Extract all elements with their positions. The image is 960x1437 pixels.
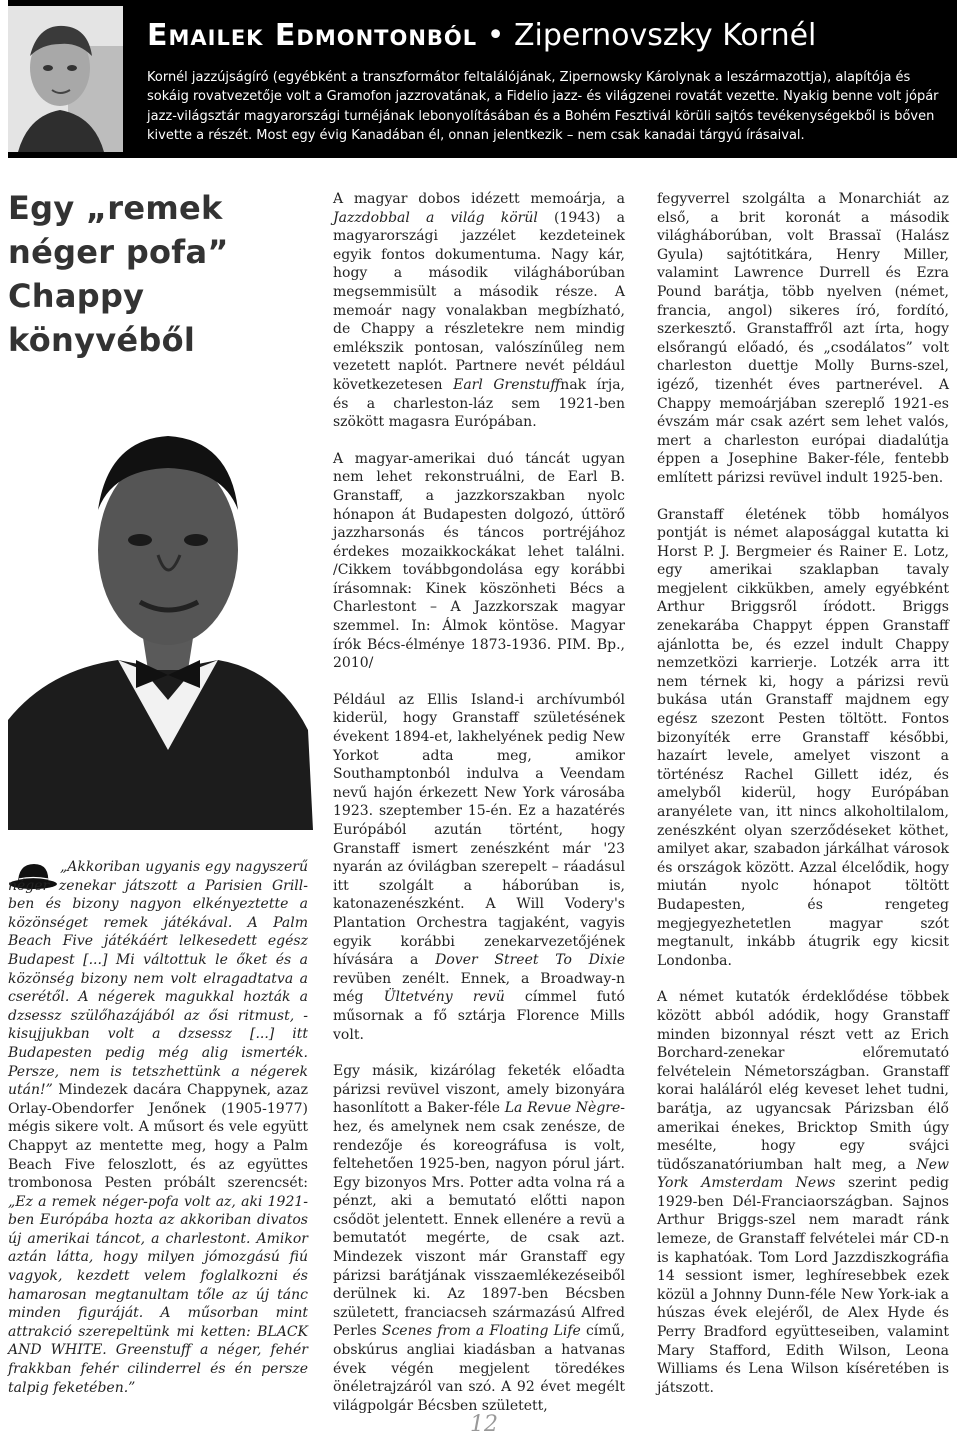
paragraph: Például az Ellis Island-i archívumból kiderül, hogy Granstaff születésének évekent 1894-et, lakhelyének pedig New Yorkot adta meg, amikor Southamptonból indulva a Veendam nevű hajón érkezett New York városába 1923. szeptember 15-én. Ez a hazatérés Európából azután történt, hogy Granstaff ismert zenészként már '23 nyarán az óvilágban szerepelt – ráadásul itt szolgált a háborúban is, katonazenészként. A Will Vodery's Plantation Orchestra tagjaként, vagyis egyik korábbi zenekarvezetőjének hívására a Dover Street To Dixie revüben zenélt. Ennek, a Broadway-n még Ültetvény revü címmel futó műsornak a fő sztárja Florence Mills volt.	[333, 691, 625, 1043]
show-title: La Revue Nègre	[504, 1100, 621, 1117]
author-intro: Kornél jazzújságíró (egyébként a transzformátor feltalálójának, Zipernowsky Károlynak a leszármazottja), alapítója és sokáig rovatvezetője volt a Gramofon jazzrovatának, a Fidelio jazz- és világzenei rovatát vezette. Nyakig benne volt jópár jazz-világsztár magyarországi turnéjának lebonyolításában és a Bohém Fesztivál körüli sajtós tevékenységekből is bőven kivette a részét. Most egy évig Kanadában él, onnan jelentkezik – nem csak kanadai tárgyú írásaival.	[147, 70, 939, 144]
book-title: Jazzdobbal a világ körül	[333, 209, 538, 226]
chappy-quote	[8, 858, 308, 1397]
paragraph: A magyar-amerikai duó táncát ugyan nem lehet rekonstruálni, de Earl B. Granstaff, a jazzkorszakban nyolc hónapon át Budapesten dolgozó, úttörő jazzharsonás és táncos portréjához érdekes mozaikkockákat lehet találni. /Cikkem továbbgondolása egy korábbi írásomnak: Kinek köszönheti Bécs a Charlestont – A Jazzkorszak magyar szemmel. In: Álmok köntöse. Magyar írók Bécs-élménye 1873-1936. PIM. Bp., 2010/	[333, 450, 625, 672]
page-number: 12	[470, 1412, 498, 1437]
quote-text-1: „Akkoriban ugyanis egy nagyszerű néger zenekar játszott a Parisien Grill-ben és bizony nagyon elkényeztette a közönséget remek játékával. A Palm Beach Five játékáért lelkesedett egész Budapest [...] Mi váltottuk le őket és a közönség bizony nem volt elragadtatva a cserétől. A négerek magukkal hozták a dzsessz szülőhazájából az ősi ritmust, - kisujjukban volt a dzsessz [...] itt Budapesten pedig még alig ismerték. Persze, nem is tetszhettünk a négerek után!”	[8, 859, 308, 1099]
article-title: Egy „remek néger pofa” Chappy könyvéből	[8, 189, 229, 359]
title-separator: •	[477, 18, 514, 53]
author-name: Zipernovszky Kornél	[513, 18, 817, 53]
newspaper-title: New York Amsterdam News	[657, 1156, 949, 1192]
portrait-photo	[8, 370, 313, 830]
article-column-2	[657, 190, 949, 1415]
person-name: Earl Grenstuff	[453, 376, 561, 393]
paragraph: A német kutatók érdeklődése többek között abból adódik, hogy Granstaff minden bizonnyal részt vett az Erich Borchard-zenekar előremutató felvételein Németországban. Granstaff korai haláláról elég keveset lehet tudni, barátja, az ugyancsak Párizsban élő amerikai énekes, Bricktop Smith úgy mesélte, hogy egy svájci tüdőszanatóriumban halt meg, a New York Amsterdam News szerint pedig 1929-ben Dél-Franciaországban. Sajnos Arthur Briggs-szel nem maradt ránk lemeze, de Granstaff felvételei már CD-n is kaphatóak. Tom Lord Jazzdiszkográfia 14 sessiont ismer, leghíresebbek ezek közül a Johnny Dunn-féle New York-iak a húszas évek elejéről, de Alex Hyde és Perry Bradford együtteseiben, valamint Mary Stafford, Edith Wilson, Leona Williams és Lena Wilson kíséretében is játszott.	[657, 989, 949, 1396]
quote-text-3: „Ez a remek néger-pofa volt az, aki 1921-ben Európába hozta az akkoriban divatos új amerikai táncot, a charlestont. Amikor aztán látta, hogy milyen jómozgású fiú vagyok, kezdett velem foglalkozni és hamarosan megtanultam tőle az új tánc minden figuráját. A műsorban mint attrakció szerepeltünk mi ketten: BLACK AND WHITE. Greenstuff a néger, fehér frakkban fehér cilinderrel és én persze talpig feketében.”	[8, 1193, 308, 1396]
show-title: Ültetvény revü	[383, 989, 505, 1006]
column-title	[147, 18, 937, 53]
paragraph: Egy másik, kizárólag feketék előadta párizsi revüvel viszont, amely bizonyára hasonlított a Baker-féle La Revue Nègre-hez, és amelynek nem csak zenésze, de rendezője és koreográfusa is volt, feltehetően 1925-ben, nagyon pórul járt. Egy bizonyos Mrs. Potter adta volna rá a pénzt, aki a bemutató előtti napon csődöt jelentett. Ennek ellenére a revü a bemutatót megérte, de csak azt. Mindezek viszont már Granstaff egy párizsi barátjának visszaemlékezéseiből derülnek ki. Az 1897-ben Bécsben született, franciacseh származású Alfred Perles Scenes from a Floating Life című, obskúrus angliai kiadásban a hatvanas évek végén megjelent töredékes önéletrajzáról van szó. A 92 évet megélt világpolgár Bécsben született,	[333, 1063, 626, 1414]
quote-text-2: Mindezek dacára Chappynek, azaz Orlay-Obendorfer Jenőnek (1905-1977) mégis sikere volt. A műsort és vele együtt Chappyt az mentette meg, hogy a Palm Beach Five feloszlott, és az együttes trombonosa Pesten próbált szerencsét:	[8, 1082, 308, 1192]
book-title: Scenes from a Floating Life	[381, 1323, 581, 1340]
show-title: Dover Street To Dixie	[435, 952, 625, 969]
column-name: Emailek Edmontonból	[147, 18, 478, 53]
paragraph: fegyverrel szolgálta a Monarchiát az első, a brit koronát a második világháborúban, volt Brassaï (Halász Gyula) sajtótitkára, Henry Miller, valamint Lawrence Durrell és Ezra Pound barátja, több nyelven (német, francia, angol) sikeres író, fordító, szerkesztő. Granstaffről azt írta, hogy elsőrangú előadó, és „csodálatos” volt charleston duettje Molly Burns-szel, igéző, tizenhét éves partnerével. A Chappy memoárjában szereplő 1921-es évszám már csak azért sem lehet valós, mert a charleston európai diadalútja éppen a Josephine Baker-féle, fentebb említett párizsi revüvel indult 1925-ben.	[657, 191, 949, 486]
paragraph: A magyar dobos idézett memoárja, a Jazzdobbal a világ körül (1943) a magyarországi jazzélet kezdeteinek egyik fontos dokumentuma. Nagy kár, hogy a második világháborúban megsemmisült a második része. A memoár nagy vonalakban megbízható, de Chappy a részletekre nem mindig emlékszik pontosan, valószínűleg nem vezetett naplót. Partnere nevét például következetesen Earl Grenstuffnak írja, és a charleston-láz sem 1921-ben szökött magasra Európában.	[333, 191, 625, 431]
paragraph: Granstaff életének több homályos pontját is német alaposággal kutatta ki Horst P. J. Bergmeier és Rainer E. Lotz, egy amerikai szaklapban tavaly megjelent cikkükben, amely egyébként Arthur Briggsről íródott. Briggs zenekarába Chappyt éppen Granstaff ajánlotta be, és ezzel indult Chappy nemzetközi karrierje. Lotzék arra itt nem térnek ki, hogy a párizsi revü bukása után Granstaff majdnem egy egész szezont Pesten töltött. Fontos bizonyíték erre Granstaff későbbi, hazaírt levele, amelyet viszont a történész Rachel Gillett idéz, és amelyből kiderül, hogy Európában aranyélete van, itt nincs alkoholtilalom, zenészként olyan szerződéseket köthet, amilyet akar, szabadon járkálhat városok és országok között. Azzal élcelődik, hogy miután nyolc hónapot töltött Budapesten, és rengeteg megjegyezhetetlen magyar szót megtanult, inkább átugrik egy kicsit Londonba.	[657, 506, 949, 969]
author-photo	[8, 6, 125, 152]
article-column-1	[333, 190, 625, 1433]
